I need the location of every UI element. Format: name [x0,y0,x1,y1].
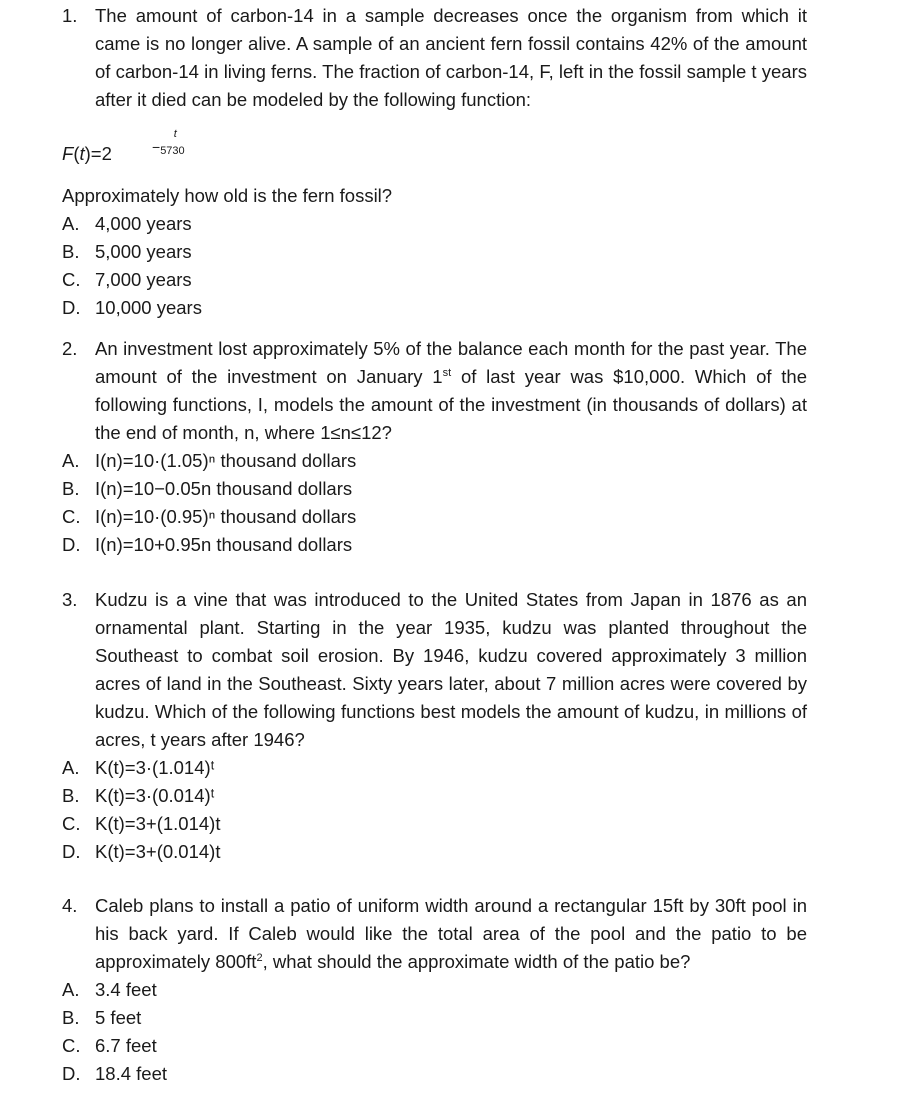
option-text: 18.4 feet [95,1063,168,1084]
answer-option[interactable] [62,976,807,1004]
option-letter: B. [62,241,80,262]
option-letter: A. [62,213,80,234]
question-4 [62,892,807,1088]
answer-option[interactable] [62,1032,807,1060]
question-3 [62,586,807,866]
question-1-ask: Approximately how old is the fern fossil? [62,185,393,206]
answer-option[interactable] [62,1060,807,1088]
question-text: The amount of carbon-14 in a sample decreases once the organism from which it came is no longer alive. A sample of an ancient fern fossil contains 42% of the amount of carbon-14 in living ferns. The fraction of carbon-14, F, left in the fossil sample t years after it died can be modeled by the following function: [95,5,807,110]
option-text: I(n)=10·(0.95)ⁿ thousand dollars [95,506,357,527]
question-text-part1: Caleb plans to install a patio of uniform width around a rectangular 15ft by 30ft pool in his back yard. If Caleb would like the total area of the pool and the patio to be approximately 800ft [95,895,807,972]
question-2-options [62,447,807,559]
question-number: 4. [62,895,78,916]
option-text: 7,000 years [95,269,192,290]
question-4-stem [62,892,807,976]
answer-option[interactable] [62,531,807,559]
answer-option[interactable] [62,238,807,266]
option-text: 5 feet [95,1007,142,1028]
option-text: K(t)=3+(0.014)t [95,841,221,862]
squared-superscript: 2 [256,952,263,964]
question-text-part2: , what should the approximate width of the patio be? [262,951,691,972]
option-letter: B. [62,785,80,806]
question-text: Kudzu is a vine that was introduced to the United States from Japan in 1876 as an ornamental plant. Starting in the year 1935, kudzu was planted throughout the Southeast to combat soil erosion. By 1946, kudzu covered approximately 3 million acres of land in the Southeast. Sixty years later, about 7 million acres were covered by kudzu. Which of the following functions best models the amount of kudzu, in millions of acres, t years after 1946? [95,589,807,750]
question-1-stem [62,2,807,114]
option-text: K(t)=3·(0.014)ᵗ [95,785,215,806]
option-letter: A. [62,979,80,1000]
question-text-part1: An investment lost approximately 5% of the balance each month for the past year. The amount of the investment on January 1 [95,338,807,387]
option-text: 3.4 feet [95,979,157,1000]
option-letter: A. [62,450,80,471]
answer-option[interactable] [62,810,807,838]
question-number: 2. [62,338,78,359]
question-1-options [62,210,807,322]
option-letter: B. [62,478,80,499]
formula-base: F(t)=2 [62,143,112,164]
answer-option[interactable] [62,447,807,475]
question-text-part2: of last year was $10,000. Which of the following functions, I, models the amount of the investment (in thousands of dollars) at the end of month, n, where 1≤n≤12? [95,366,807,443]
question-number: 1. [62,5,78,26]
option-text: I(n)=10−0.05n thousand dollars [95,478,353,499]
option-text: 4,000 years [95,213,192,234]
question-1 [62,2,807,322]
option-text: 10,000 years [95,297,202,318]
option-text: I(n)=10+0.95n thousand dollars [95,534,353,555]
exponent-denominator: 5730 [160,145,185,157]
exponent-sign: − [152,139,161,155]
answer-option[interactable] [62,475,807,503]
option-text: K(t)=3·(1.014)ᵗ [95,757,215,778]
option-letter: D. [62,1063,81,1084]
option-letter: C. [62,1035,81,1056]
answer-option[interactable] [62,782,807,810]
option-letter: D. [62,534,81,555]
question-number: 3. [62,589,78,610]
answer-option[interactable] [62,1004,807,1032]
formula-exponent [152,128,185,158]
question-3-options [62,754,807,866]
exponent-numerator: t [173,128,177,140]
option-letter: C. [62,813,81,834]
option-letter: B. [62,1007,80,1028]
question-4-options [62,976,807,1088]
option-letter: C. [62,269,81,290]
option-text: K(t)=3+(1.014)t [95,813,221,834]
answer-option[interactable] [62,210,807,238]
decay-formula [62,128,807,172]
option-letter: A. [62,757,80,778]
answer-option[interactable] [62,266,807,294]
answer-option[interactable] [62,503,807,531]
option-letter: D. [62,297,81,318]
answer-option[interactable] [62,294,807,322]
option-text: I(n)=10·(1.05)ⁿ thousand dollars [95,450,357,471]
option-text: 5,000 years [95,241,192,262]
question-2-stem [62,335,807,447]
question-2 [62,335,807,559]
option-letter: C. [62,506,81,527]
ordinal-suffix: st [442,367,452,379]
answer-option[interactable] [62,838,807,866]
answer-option[interactable] [62,754,807,782]
option-letter: D. [62,841,81,862]
option-text: 6.7 feet [95,1035,157,1056]
question-3-stem [62,586,807,754]
